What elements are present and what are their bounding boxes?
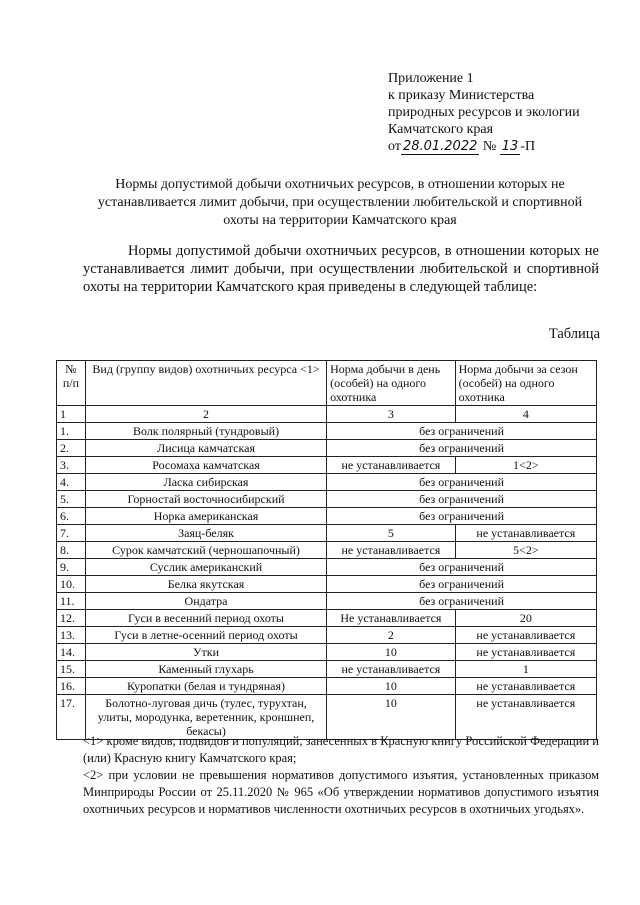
intro-paragraph: Нормы допустимой добычи охотничьих ресурсов, в отношении которых не устанавливается лимит добычи, при осуществлении любительской и спортивной охоты на территории Камчатского края приведены в следующей таблице:	[83, 243, 599, 295]
season-norm: 20	[455, 610, 596, 627]
footnotes	[83, 733, 599, 818]
day-norm: 10	[327, 678, 456, 695]
table-row	[57, 525, 597, 542]
row-number: 9.	[57, 559, 86, 576]
species-name: Норка американская	[85, 508, 326, 525]
species-name: Белка якутская	[85, 576, 326, 593]
column-number: 4	[455, 406, 596, 423]
appendix-line: Камчатского края	[388, 122, 494, 137]
header-season-norm: Норма добычи за сезон (особей) на одного охотника	[455, 361, 596, 406]
day-norm: 2	[327, 627, 456, 644]
species-name: Заяц-беляк	[85, 525, 326, 542]
column-number: 3	[327, 406, 456, 423]
table-row	[57, 627, 597, 644]
norm-merged: без ограничений	[327, 559, 597, 576]
footnote-2: <2> при условии не превышения нормативов допустимого изъятия, установленных приказом Минприроды России от 25.11.2020 № 965 «Об утверждении нормативов допустимого изъятия охотничьих ресурсов и нормативов численности охотничьих ресурсов в охотничьих угодьях».	[83, 768, 599, 816]
species-name: Суслик американский	[85, 559, 326, 576]
footnote-1: <1> кроме видов, подвидов и популяций, занесенных в Красную книгу Российской Федерации и (или) Красную книгу Камчатского края;	[83, 734, 599, 765]
species-name: Болотно-луговая дичь (тулес, турухтан, улиты, мородунка, веретенник, кроншнеп, бекасы)	[85, 695, 326, 740]
table-row	[57, 508, 597, 525]
species-name: Куропатки (белая и тундряная)	[85, 678, 326, 695]
from-label: от	[388, 139, 401, 154]
day-norm: 10	[327, 644, 456, 661]
row-number: 5.	[57, 491, 86, 508]
appendix-date-line	[388, 138, 628, 155]
row-number: 7.	[57, 525, 86, 542]
species-name: Ондатра	[85, 593, 326, 610]
header-day-norm: Норма добычи в день (особей) на одного охотника	[327, 361, 456, 406]
appendix-line: Приложение 1	[388, 71, 474, 86]
appendix-line: к приказу Министерства	[388, 88, 535, 103]
header-species: Вид (группу видов) охотничьих ресурса <1>	[85, 361, 326, 406]
table-row	[57, 661, 597, 678]
table-row	[57, 474, 597, 491]
norms-table	[56, 360, 597, 740]
season-norm: 1<2>	[455, 457, 596, 474]
norm-merged: без ограничений	[327, 508, 597, 525]
norm-merged: без ограничений	[327, 491, 597, 508]
row-number: 14.	[57, 644, 86, 661]
norm-merged: без ограничений	[327, 474, 597, 491]
row-number: 15.	[57, 661, 86, 678]
norm-merged: без ограничений	[327, 593, 597, 610]
row-number: 1.	[57, 423, 86, 440]
season-norm: не устанавливается	[455, 695, 596, 740]
row-number: 4.	[57, 474, 86, 491]
appendix-line: природных ресурсов и экологии	[388, 105, 580, 120]
document-title: Нормы допустимой добычи охотничьих ресурсов, в отношении которых не устанавливается лимит добычи, при осуществлении любительской и спортивной охоты на территории Камчатского края	[97, 177, 583, 228]
species-name: Каменный глухарь	[85, 661, 326, 678]
species-name: Горностай восточносибирский	[85, 491, 326, 508]
column-number-row	[57, 406, 597, 423]
day-norm: не устанавливается	[327, 542, 456, 559]
table-row	[57, 576, 597, 593]
table-row	[57, 678, 597, 695]
column-number: 2	[85, 406, 326, 423]
column-number: 1	[57, 406, 86, 423]
appendix-header	[388, 70, 628, 155]
species-name: Лисица камчатская	[85, 440, 326, 457]
table-row	[57, 559, 597, 576]
season-norm: не устанавливается	[455, 627, 596, 644]
number-label: №	[482, 139, 497, 154]
row-number: 12.	[57, 610, 86, 627]
row-number: 13.	[57, 627, 86, 644]
table-row	[57, 610, 597, 627]
table-row	[57, 491, 597, 508]
season-norm: 5<2>	[455, 542, 596, 559]
norm-merged: без ограничений	[327, 423, 597, 440]
species-name: Ласка сибирская	[85, 474, 326, 491]
day-norm: не устанавливается	[327, 457, 456, 474]
handwritten-number: 13	[501, 139, 519, 154]
table-row	[57, 542, 597, 559]
species-name: Волк полярный (тундровый)	[85, 423, 326, 440]
species-name: Росомаха камчатская	[85, 457, 326, 474]
header-number: № п/п	[57, 361, 86, 406]
day-norm: 5	[327, 525, 456, 542]
species-name: Сурок камчатский (черношапочный)	[85, 542, 326, 559]
row-number: 17.	[57, 695, 86, 740]
norm-merged: без ограничений	[327, 440, 597, 457]
row-number: 3.	[57, 457, 86, 474]
table-row	[57, 423, 597, 440]
table-label: Таблица	[548, 326, 600, 342]
season-norm: не устанавливается	[455, 678, 596, 695]
row-number: 16.	[57, 678, 86, 695]
day-norm: 10	[327, 695, 456, 740]
species-name: Утки	[85, 644, 326, 661]
day-norm: не устанавливается	[327, 661, 456, 678]
table-row	[57, 457, 597, 474]
row-number: 8.	[57, 542, 86, 559]
row-number: 10.	[57, 576, 86, 593]
species-name: Гуси в весенний период охоты	[85, 610, 326, 627]
species-name: Гуси в летне-осенний период охоты	[85, 627, 326, 644]
season-norm: 1	[455, 661, 596, 678]
row-number: 11.	[57, 593, 86, 610]
number-suffix: -П	[520, 139, 536, 154]
handwritten-date: 28.01.2022	[402, 139, 478, 154]
row-number: 6.	[57, 508, 86, 525]
table-body	[57, 423, 597, 740]
table-row	[57, 644, 597, 661]
table-row	[57, 593, 597, 610]
table-row	[57, 440, 597, 457]
row-number: 2.	[57, 440, 86, 457]
season-norm: не устанавливается	[455, 525, 596, 542]
norm-merged: без ограничений	[327, 576, 597, 593]
day-norm: Не устанавливается	[327, 610, 456, 627]
table-header-row	[57, 361, 597, 406]
season-norm: не устанавливается	[455, 644, 596, 661]
